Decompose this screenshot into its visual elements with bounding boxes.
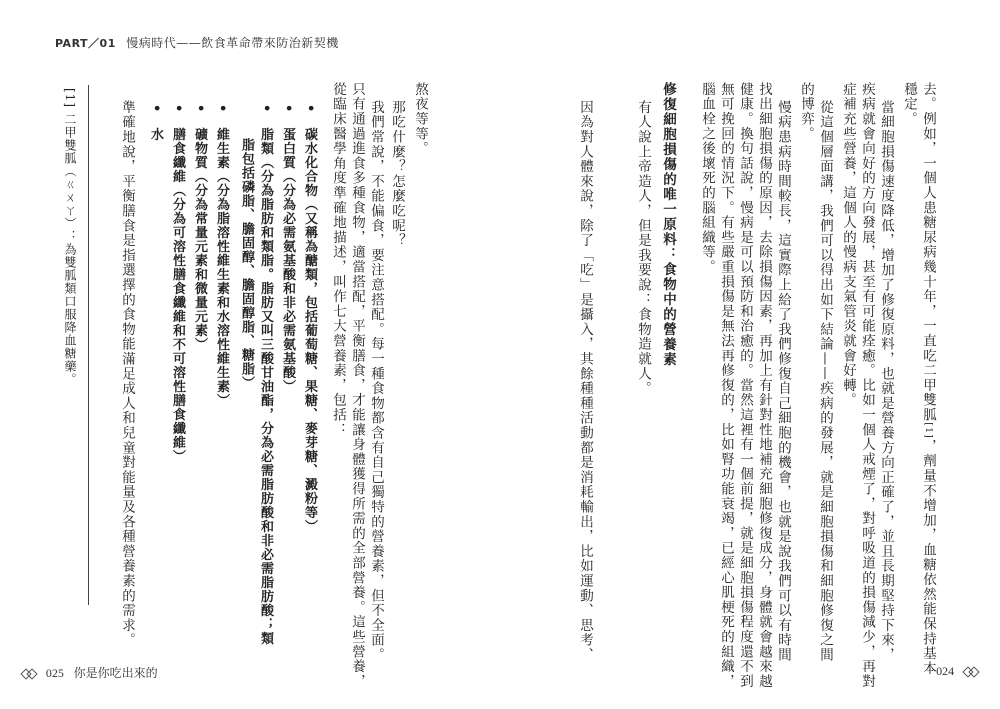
running-header [55, 34, 339, 51]
left-col-3: 我們常說，不能偏食，要注意搭配。每一種食物都含有自己獨特的營養素，但不全面。 [368, 100, 384, 663]
right-col-10: 健康。換句話說，慢病是可以預防和治癒的。當然這裡有一個前提，就是細胞損傷程度還不到 [737, 82, 753, 689]
nutrient-list-item: • 蛋白質（分為必需氨基酸和非必需氨基酸） [280, 104, 295, 394]
right-col-9: 找出細胞損傷的原因，去除損傷因素，再加上有針對性地補充細胞修復成分，身體就會越來越 [756, 82, 772, 689]
right-col-1: 去。例如，一個人患糖尿病幾十年，一直吃二甲雙胍[1]，劑量不增加，血糖依然能保持基本 [920, 82, 936, 676]
right-footer [930, 664, 978, 679]
part-label: PART／01 [55, 37, 116, 50]
chapter-title: 慢病時代——飲食革命帶來防治新契機 [126, 36, 339, 50]
right-col-8: 慢病患病時間較長，這實際上給了我們修復自己細胞的機會，也就是說我們可以有時間 [775, 100, 791, 663]
nutrient-list-item: • 碳水化合物（又稱為醣類，包括葡萄糖、果糖、麥芽糖、澱粉等） [302, 104, 317, 534]
nutrient-list-item: • 膳食纖維（分為可溶性膳食纖維和不可溶性膳食纖維） [170, 104, 185, 464]
right-col-6: 從這個層面講，我們可以得出如下結論——疾病的發展，就是細胞損傷和細胞修復之間 [817, 100, 833, 663]
right-col-2: 穩定。 [901, 82, 917, 127]
left-col-6: 準確地說，平衡膳食是指選擇的食物能滿足成人和兒童對能量及各種營養素的需求。 [119, 100, 135, 648]
left-col-2: 那吃什麼？怎麼吃呢？ [389, 100, 405, 248]
diamond-ornament-icon [22, 669, 36, 679]
right-col-7: 的博弈。 [798, 82, 814, 142]
left-col-1: 熬夜等等。 [412, 82, 428, 156]
right-col-12: 腦血栓之後壞死的腦組織等。 [699, 82, 715, 275]
nutrient-list-continuation: 脂包括磷脂、膽固醇、膽固醇脂、糖脂） [239, 138, 254, 390]
nutrient-list-item: • 脂類（分為脂肪和類脂。脂肪又叫三酸甘油酯，分為必需脂肪酸和非必需脂肪酸；類 [258, 104, 273, 646]
page-number-left: 025 [45, 666, 64, 680]
right-col-14: 因為對人體來說，除了「吃」是攝入，其餘種種活動都是消耗輸出，比如運動、思考、 [577, 100, 593, 663]
right-col-5: 症補充些營養，這個人的慢病支氣管炎就會好轉。 [840, 82, 856, 408]
left-footer [22, 664, 158, 681]
right-col-3: 當細胞損傷速度降低，增加了修復原料，也就是營養方向正確了，並且長期堅持下來， [878, 100, 894, 663]
right-col-11: 無可挽回的情況下。有些嚴重損傷是無法再修復的，比如腎功能衰竭，已經心肌梗死的組織， [718, 82, 734, 689]
nutrient-list-item: • 維生素（分為脂溶性維生素和水溶性維生素） [214, 104, 229, 408]
diamond-ornament-icon [964, 667, 978, 677]
nutrient-list-item: • 水 [148, 104, 163, 142]
page-number-right: 024 [936, 664, 955, 678]
left-col-5: 從臨床醫學角度準確地描述，叫作七大營養素，包括： [330, 82, 346, 438]
right-col-13: 有人說上帝造人，但是我要說：食物造就人。 [635, 100, 651, 396]
footnote-ref[interactable]: [1] [923, 422, 933, 440]
book-title: 你是你吃出來的 [73, 666, 158, 680]
left-col-4: 只有通過進食多種食物，適當搭配，平衡膳食，才能讓身體獲得所需的全部營養。這些營養， [349, 82, 365, 689]
nutrient-list-item: • 礦物質（分為常量元素和微量元素） [192, 104, 207, 352]
right-col-4: 疾病就會向好的方向發展，甚至有可能痊癒。比如一個人戒煙了，對呼吸道的損傷減少，再對 [859, 82, 875, 689]
footnote: [1] 二甲雙胍（ㄍㄨㄚ）：為雙胍類口服降血糖藥。 [63, 88, 77, 386]
section-subheading: 修復細胞損傷的唯一原料：食物中的營養素 [660, 82, 676, 367]
